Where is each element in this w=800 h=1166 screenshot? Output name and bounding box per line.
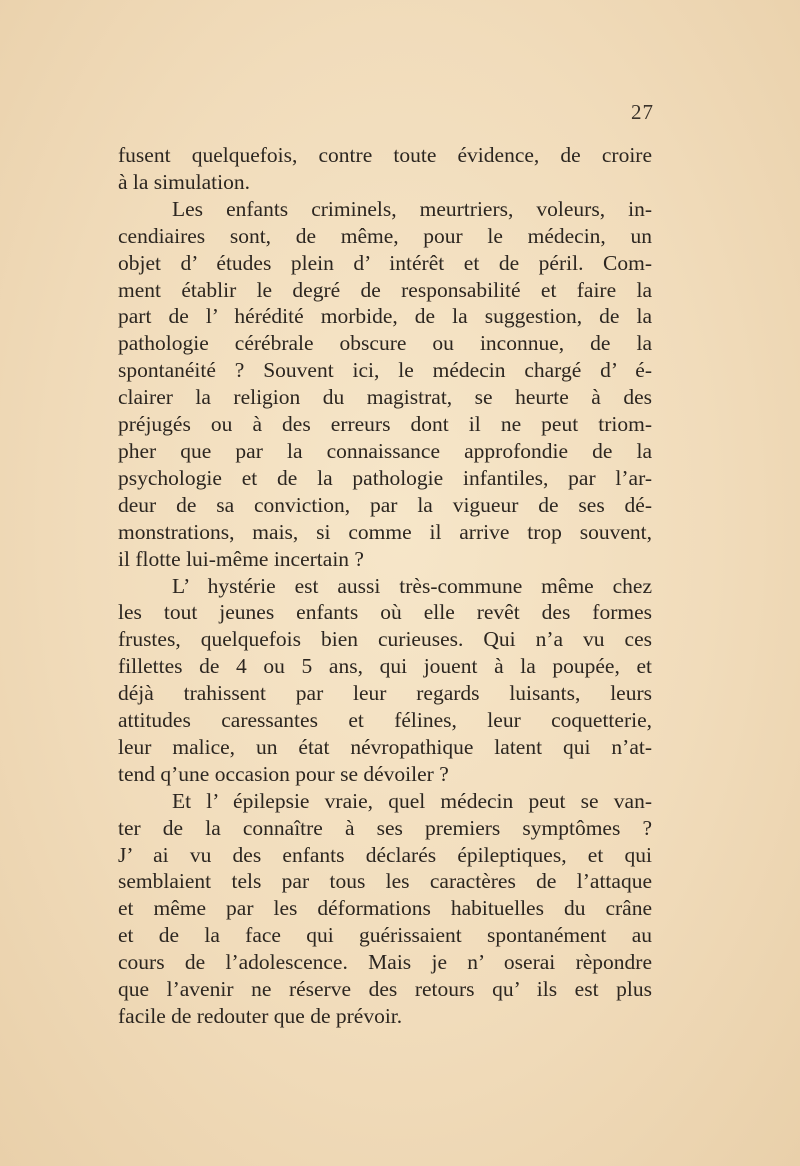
page-number: 27 xyxy=(631,100,654,124)
text-line: préjugés ou à des erreurs dont il ne peut triom- xyxy=(118,412,652,437)
text-line: fusent quelquefois, contre toute évidence, de croire xyxy=(118,143,652,167)
text-line: Et l’ épilepsie vraie, quel médecin peut se van- xyxy=(172,788,652,813)
text-line: déjà trahissent par leur regards luisants, leurs xyxy=(118,681,652,706)
paragraph-1 xyxy=(118,142,652,196)
text-line: semblaient tels par tous les caractères de l’attaque xyxy=(118,869,652,894)
text-line: les tout jeunes enfants où elle revêt des formes xyxy=(118,600,652,625)
body-text xyxy=(118,142,652,1030)
text-line: pher que par la connaissance approfondie de la xyxy=(118,438,652,463)
text-line: ment établir le degré de responsabilité et faire la xyxy=(118,277,652,302)
text-line: J’ ai vu des enfants déclarés épileptiques, et qui xyxy=(118,842,652,867)
text-line: psychologie et de la pathologie infantiles, par l’ar- xyxy=(118,465,652,490)
text-line: objet d’ études plein d’ intérêt et de péril. Com- xyxy=(118,250,652,275)
text-line: clairer la religion du magistrat, se heurte à des xyxy=(118,385,652,410)
text-line: tend q’une occasion pour se dévoiler ? xyxy=(118,761,449,786)
text-line: monstrations, mais, si comme il arrive trop souvent, xyxy=(118,519,652,544)
paragraph-2 xyxy=(118,196,652,573)
text-line: et même par les déformations habituelles du crâne xyxy=(118,896,652,921)
paragraph-4 xyxy=(118,788,652,1030)
paragraph-3 xyxy=(118,573,652,788)
text-line: Les enfants criminels, meurtriers, voleurs, in- xyxy=(172,196,652,221)
text-line: spontanéité ? Souvent ici, le médecin chargé d’ é- xyxy=(118,358,652,383)
text-line: part de l’ hérédité morbide, de la suggestion, de la xyxy=(118,304,652,329)
text-line: que l’avenir ne réserve des retours qu’ ils est plus xyxy=(118,977,652,1002)
text-line: fillettes de 4 ou 5 ans, qui jouent à la poupée, et xyxy=(118,654,652,679)
text-line: cendiaires sont, de même, pour le médecin, un xyxy=(118,223,652,248)
text-line: L’ hystérie est aussi très-commune même chez xyxy=(172,573,652,598)
text-line: à la simulation. xyxy=(118,169,250,194)
text-line: pathologie cérébrale obscure ou inconnue, de la xyxy=(118,331,652,356)
text-line: et de la face qui guérissaient spontanément au xyxy=(118,923,652,948)
text-line: il flotte lui-même incertain ? xyxy=(118,546,364,571)
text-line: ter de la connaître à ses premiers symptômes ? xyxy=(118,815,652,840)
text-line: cours de l’adolescence. Mais je n’ oserai rèpondre xyxy=(118,950,652,975)
text-line: facile de redouter que de prévoir. xyxy=(118,1004,403,1028)
text-line: deur de sa conviction, par la vigueur de ses dé- xyxy=(118,492,652,517)
text-line: attitudes caressantes et félines, leur coquetterie, xyxy=(118,708,652,733)
text-line: frustes, quelquefois bien curieuses. Qui n’a vu ces xyxy=(118,627,652,652)
text-line: leur malice, un état névropathique latent qui n’at- xyxy=(118,734,652,759)
